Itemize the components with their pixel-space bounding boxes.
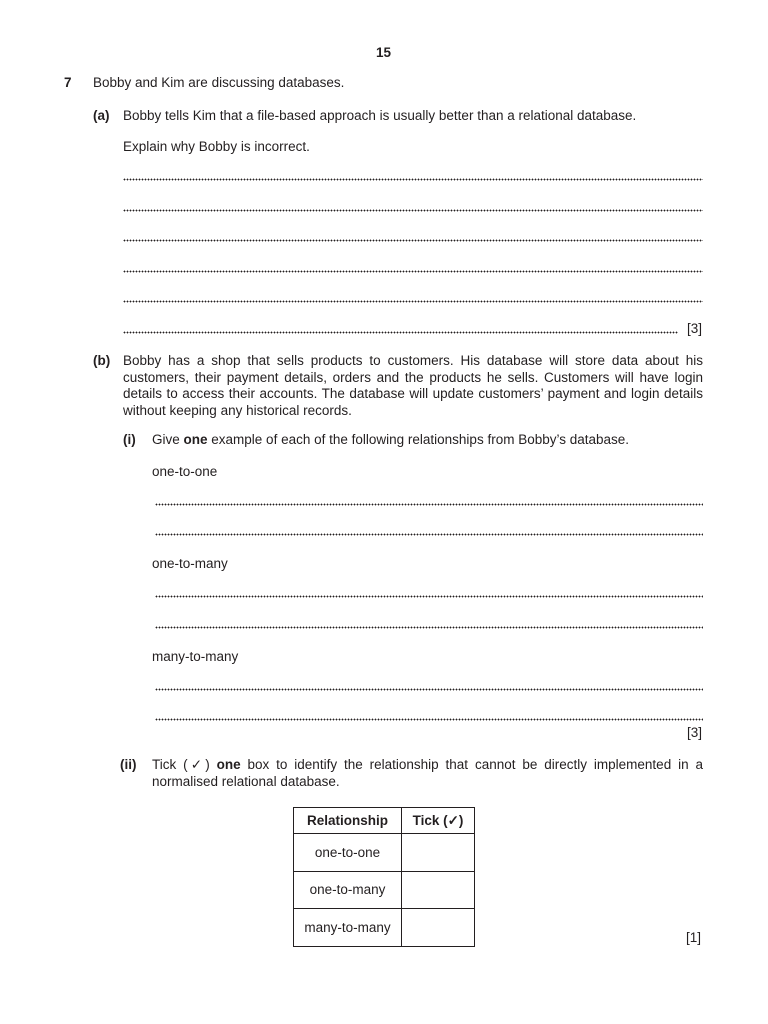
answer-line-a3[interactable]	[123, 239, 703, 243]
header-relationship: Relationship	[294, 808, 402, 834]
sub-ii-label: (ii)	[120, 757, 137, 772]
header-tick: Tick (✓)	[402, 808, 475, 834]
answer-line-a4[interactable]	[123, 270, 703, 274]
answer-line-a5[interactable]	[123, 300, 703, 304]
relationship-tick-table	[293, 807, 475, 947]
answer-line-a2[interactable]	[123, 209, 703, 213]
tick-box[interactable]	[402, 909, 475, 947]
table-row	[294, 871, 475, 909]
part-b-scenario: Bobby has a shop that sells products to customers. His database will store data about his customers, their payment details, orders and the products he sells. Customers will have login details to access their accounts. The database will update customers’ payment and login details without keeping any historical records.	[123, 353, 703, 418]
part-b-label: (b)	[93, 353, 111, 368]
answer-line-i6[interactable]	[155, 718, 703, 722]
heading-one-to-many: one-to-many	[152, 556, 228, 571]
sub-i-label: (i)	[123, 432, 136, 447]
relationship-cell: one-to-one	[294, 834, 402, 872]
answer-line-i3[interactable]	[155, 595, 703, 599]
table-row	[294, 834, 475, 872]
question-number: 7	[64, 75, 72, 90]
part-a-instruction: Explain why Bobby is incorrect.	[123, 139, 310, 154]
answer-line-i1[interactable]	[155, 503, 703, 507]
relationship-cell: many-to-many	[294, 909, 402, 947]
tick-box[interactable]	[402, 834, 475, 872]
answer-line-i2[interactable]	[155, 533, 703, 537]
heading-one-to-one: one-to-one	[152, 464, 218, 479]
sub-i-marks: [3]	[687, 725, 703, 740]
page-number: 15	[376, 45, 392, 60]
answer-line-i4[interactable]	[155, 626, 703, 630]
answer-line-a6[interactable]	[123, 331, 678, 335]
heading-many-to-many: many-to-many	[152, 649, 239, 664]
answer-line-a1[interactable]	[123, 178, 703, 182]
part-a-label: (a)	[93, 108, 110, 123]
question-intro: Bobby and Kim are discussing databases.	[93, 75, 345, 90]
sub-ii-prompt: Tick (✓) one box to identify the relationship that cannot be directly implemented in a normalised relational database.	[152, 757, 703, 789]
sub-i-prompt: Give one example of each of the following relationships from Bobby’s database.	[152, 432, 630, 447]
relationship-cell: one-to-many	[294, 871, 402, 909]
table-row	[294, 909, 475, 947]
part-a-statement: Bobby tells Kim that a file-based approach is usually better than a relational database.	[123, 108, 637, 123]
sub-ii-marks: [1]	[686, 930, 702, 945]
tick-box[interactable]	[402, 871, 475, 909]
part-a-marks: [3]	[687, 321, 703, 336]
answer-line-i5[interactable]	[155, 688, 703, 692]
